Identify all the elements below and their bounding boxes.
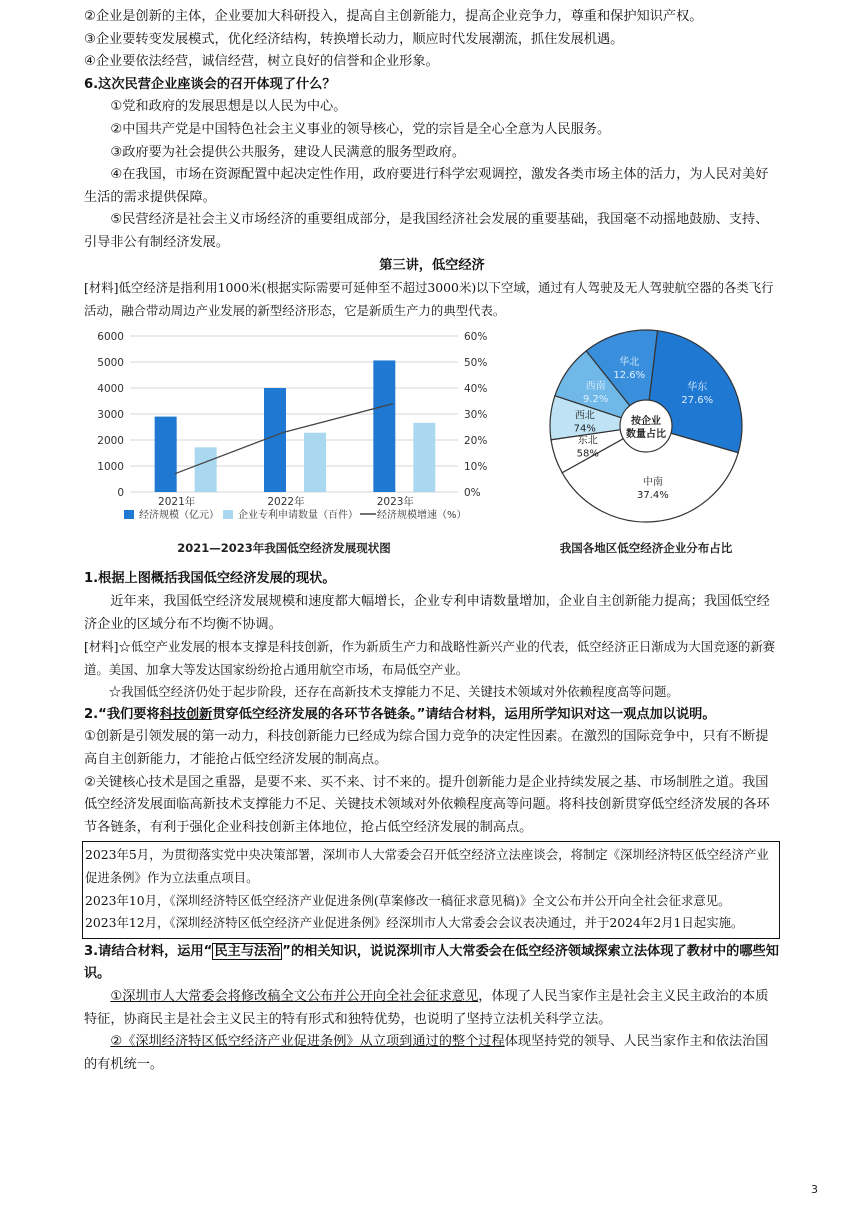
x-tick-label: 2022年 [267, 496, 305, 509]
document-page [84, 6, 780, 1076]
q2-underlined: 科技创新 [159, 706, 213, 722]
material-text: [材料]低空经济是指利用1000米(根据实际需要可延伸至不超过3000米)以下空域，通过有人驾驶及无人驾驶航空器的各类飞行活动，融合带动周边产业发展的新型经济形态，它是新质生产力的典型代表。 [84, 280, 774, 318]
bar [264, 388, 286, 492]
bar [155, 417, 177, 492]
question-3 [84, 941, 780, 986]
y2-tick-label: 30% [464, 409, 488, 422]
y2-tick-label: 10% [464, 461, 488, 474]
answer [84, 986, 780, 1031]
q3-boxed: 民主与法治 [214, 943, 281, 959]
material-box [82, 841, 780, 938]
slice-label: 华北 [619, 357, 640, 369]
slice-value: 12.6% [613, 370, 646, 382]
answer: ⑤民营经济是社会主义市场经济的重要组成部分，是我国经济社会发展的重要基础，我国毫不动摇地鼓励、支持、引导非公有制经济发展。 [84, 212, 769, 250]
q2-part: 2.“我们要将 [84, 706, 160, 722]
section-title: 第三讲，低空经济 [379, 257, 485, 273]
y-tick-label: 6000 [97, 331, 124, 344]
y2-tick-label: 20% [464, 435, 488, 448]
paragraph: ④企业要依法经营，诚信经营，树立良好的信誉和企业形象。 [84, 54, 439, 70]
slice-value: 37.4% [637, 490, 669, 502]
slice-value: 74% [573, 423, 596, 435]
question-6: 6.这次民营企业座谈会的召开体现了什么？ [84, 76, 336, 92]
paragraph: ②企业是创新的主体，企业要加大科研投入，提高自主创新能力，提高企业竞争力，尊重和保护知识产权。 [84, 9, 703, 24]
answer-underlined: ②《深圳经济特区低空经济产业促进条例》从立项到通过的整个过程 [110, 1034, 505, 1050]
y-tick-label: 3000 [97, 409, 124, 422]
answer: 近年来，我国低空经济发展规模和速度都大幅增长，企业专利申请数量增加，企业自主创新能力提高；我国低空经济企业的区域分布不均衡不协调。 [84, 593, 770, 632]
legend-label: 经济规模增速（%） [377, 510, 467, 522]
center-label: 按企业 [631, 416, 661, 428]
slice-label: 西北 [574, 410, 595, 422]
legend-label: 企业专利申请数量（百件） [238, 510, 358, 522]
bar [413, 423, 435, 492]
bar [373, 361, 395, 493]
x-tick-label: 2021年 [158, 496, 196, 509]
slice-label: 华东 [687, 382, 708, 394]
answer [84, 1031, 780, 1076]
slice-value: 58% [576, 448, 599, 460]
slice-value: 9.2% [582, 394, 609, 406]
answer: ③政府要为社会提供公共服务，建设人民满意的服务型政府。 [110, 144, 466, 160]
box-line: 2023年5月，为贯彻落实党中央决策部署，深圳市人大常委会召开低空经济立法座谈会，将制定《深圳经济特区低空经济产业促进条例》作为立法重点项目。 [85, 847, 769, 886]
bar [195, 448, 217, 493]
answer-text: 体现坚持党的领导、人民当家作主和依法治国的有机统一。 [84, 1034, 769, 1072]
material-text: [材料]☆低空产业发展的根本支撑是科技创新，作为新质生产力和战略性新兴产业的代表，低空经济正日渐成为大国竞逐的新赛道。美国、加拿大等发达国家纷纷抢占通用航空市场，布局低空产业。 [84, 639, 776, 677]
legend-swatch [223, 510, 233, 519]
answer: ①创新是引领发展的第一动力，科技创新能力已经成为综合国力竞争的决定性因素。在激烈的国际竞争中，只有不断提高自主创新能力，才能抢占低空经济发展的制高点。 [84, 729, 769, 768]
x-tick-label: 2023年 [376, 496, 414, 509]
answer: ②关键核心技术是国之重器，是要不来、买不来、讨不来的。提升创新能力是企业持续发展之基、市场制胜之道。我国低空经济发展面临高新技术支撑能力不足、关键技术领域对外依赖程度高等问题。将科技创新贯穿低空经济发展的各环节各链条，有利于强化企业科技创新主体地位，抢占低空经济发展的制高点。 [84, 774, 770, 835]
question-1: 1.根据上图概括我国低空经济发展的现状。 [84, 571, 336, 587]
charts-area [84, 324, 780, 564]
y2-tick-label: 50% [464, 357, 488, 370]
y2-tick-label: 60% [464, 331, 488, 344]
pie-chart [514, 324, 780, 564]
slice-label: 中南 [642, 477, 663, 489]
answer: ①党和政府的发展思想是以人民为中心。 [110, 99, 347, 115]
y-tick-label: 2000 [97, 435, 124, 448]
y-tick-label: 1000 [97, 461, 124, 474]
box-line: 2023年10月，《深圳经济特区低空经济产业促进条例(草案修改一稿征求意见稿)》全文公布并公开向全社会征求意见。 [85, 892, 731, 908]
answer: ④在我国，市场在资源配置中起决定性作用，政府要进行科学宏观调控，激发各类市场主体的活力，为人民对美好生活的需求提供保障。 [84, 167, 769, 205]
q3-part: 3.请结合材料，运用“ [84, 943, 213, 959]
legend-swatch [124, 510, 134, 519]
answer-underlined: ①深圳市人大常委会将修改稿全文公布并公开向全社会征求意见 [110, 989, 479, 1004]
slice-value: 27.6% [681, 395, 714, 407]
y2-tick-label: 0% [464, 487, 481, 500]
q2-part: 贯穿低空经济发展的各环节各链条。”请结合材料，运用所学知识对这一观点加以说明。 [212, 706, 716, 722]
page-number: 3 [811, 1183, 818, 1196]
bar [304, 433, 326, 492]
y-tick-label: 0 [117, 487, 124, 500]
slice-label: 西南 [585, 381, 606, 393]
y2-tick-label: 40% [464, 383, 488, 396]
answer: ②中国共产党是中国特色社会主义事业的领导核心，党的宗旨是全心全意为人民服务。 [110, 121, 611, 137]
answer-text: ，体现了人民当家作主是社会主义民主政治的本质特征，协商民主是社会主义民主的特有形式和独特优势，也说明了坚持立法机关科学立法。 [84, 989, 769, 1027]
slice-label: 东北 [577, 435, 598, 447]
q3-part: ”的相关知识，说说深圳市人大常委会在低空经济领域探索立法体现了教材中的哪些知识。 [84, 943, 779, 982]
paragraph: ③企业要转变发展模式，优化经济结构，转换增长动力，顺应时代发展潮流，抓住发展机遇。 [84, 31, 624, 47]
chart-title: 我国各地区低空经济企业分布占比 [559, 541, 733, 556]
chart-title: 2021—2023年我国低空经济发展现状图 [177, 541, 391, 556]
legend-label: 经济规模（亿元） [139, 510, 219, 522]
bar-chart [84, 324, 504, 564]
material-text: ☆我国低空经济仍处于起步阶段，还存在高新技术支撑能力不足、关键技术领域对外依赖程度高等问题。 [108, 684, 679, 700]
box-line: 2023年12月，《深圳经济特区低空经济产业促进条例》经深圳市人大常委会会议表决通过，并于2024年2月1日起实施。 [85, 915, 744, 931]
question-2 [84, 704, 780, 727]
y-tick-label: 4000 [97, 383, 124, 396]
y-tick-label: 5000 [97, 357, 124, 370]
center-label: 数量占比 [626, 429, 666, 441]
